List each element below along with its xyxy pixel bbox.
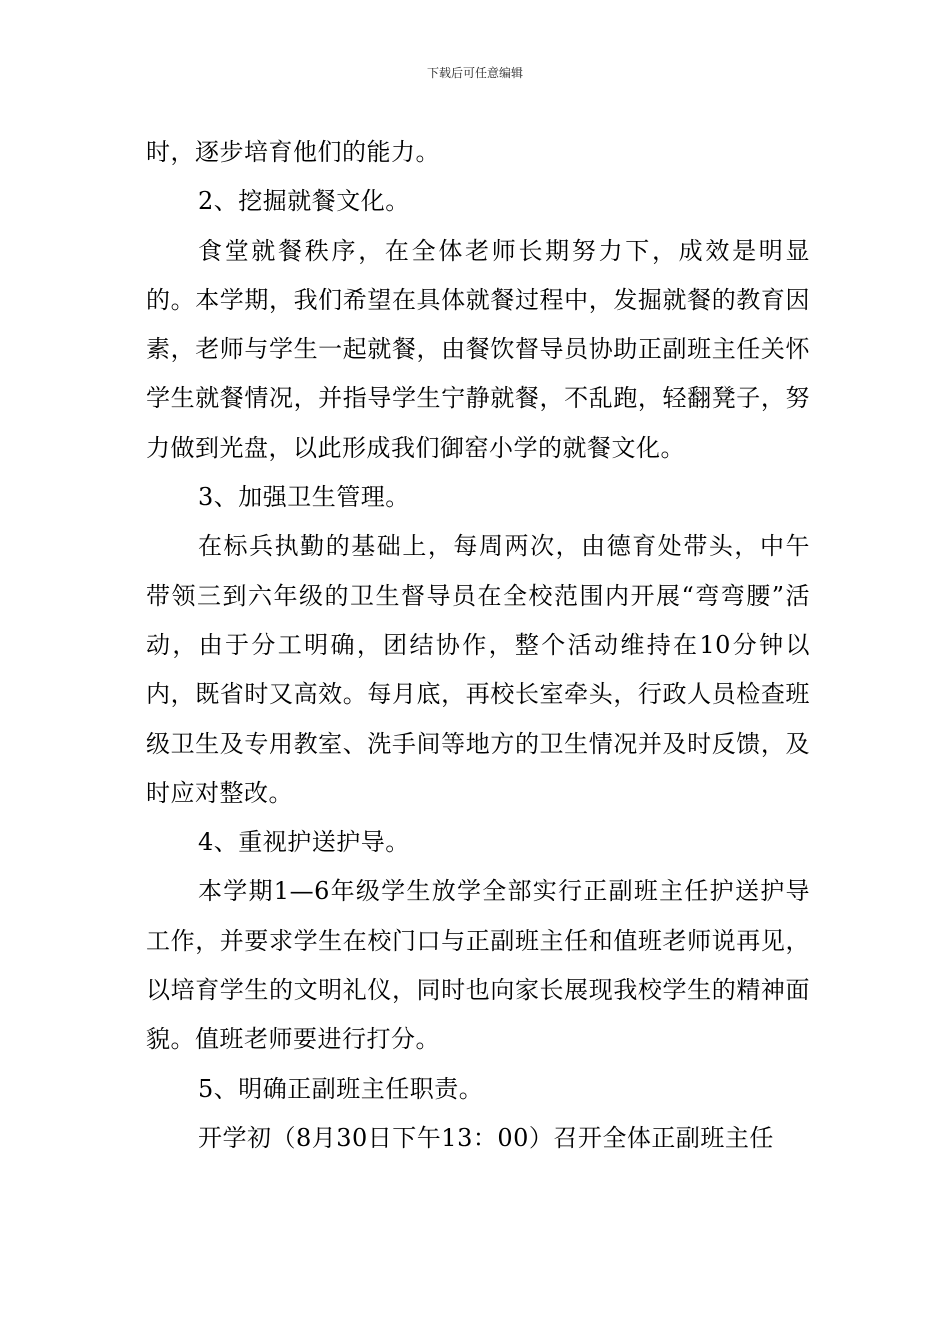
paragraph-teacher-duties: 开学初（8月30日下午13：00）召开全体正副班主任 bbox=[198, 1123, 774, 1152]
section-heading-hygiene: 3、加强卫生管理。 bbox=[198, 483, 410, 512]
page-header: 下载后可任意编辑 bbox=[426, 66, 523, 80]
paragraph-hygiene: 在标兵执勤的基础上，每周两次，由德育处带头，中午带领三到六年级的卫生督导员在全校范围内开展“弯弯腰”活动，由于分工明确，团结协作，整个活动维持在10分钟以内，既省时又高效。每月底，再校长室牵头，行政人员检查班级卫生及专用教室、洗手间等地方的卫生情况并及时反馈，及时应对整改。 bbox=[146, 532, 810, 807]
section-heading-escort: 4、重视护送护导。 bbox=[198, 828, 410, 857]
section-heading-teacher-duties: 5、明确正副班主任职责。 bbox=[198, 1074, 484, 1103]
document-body bbox=[146, 128, 810, 1163]
paragraph-dining-culture: 食堂就餐秩序，在全体老师长期努力下，成效是明显的。本学期，我们希望在具体就餐过程中，发掘就餐的教育因素，老师与学生一起就餐，由餐饮督导员协助正副班主任关怀学生就餐情况，并指导学生宁静就餐，不乱跑，轻翻凳子，努力做到光盘，以此形成我们御窑小学的就餐文化。 bbox=[146, 236, 810, 462]
section-heading-dining-culture: 2、挖掘就餐文化。 bbox=[198, 187, 410, 216]
paragraph-continuation: 时，逐步培育他们的能力。 bbox=[146, 138, 440, 166]
paragraph-escort: 本学期1—6年级学生放学全部实行正副班主任护送护导工作，并要求学生在校门口与正副班主任和值班老师说再见，以培育学生的文明礼仪，同时也向家长展现我校学生的精神面貌。值班老师要进行打分。 bbox=[146, 877, 810, 1054]
